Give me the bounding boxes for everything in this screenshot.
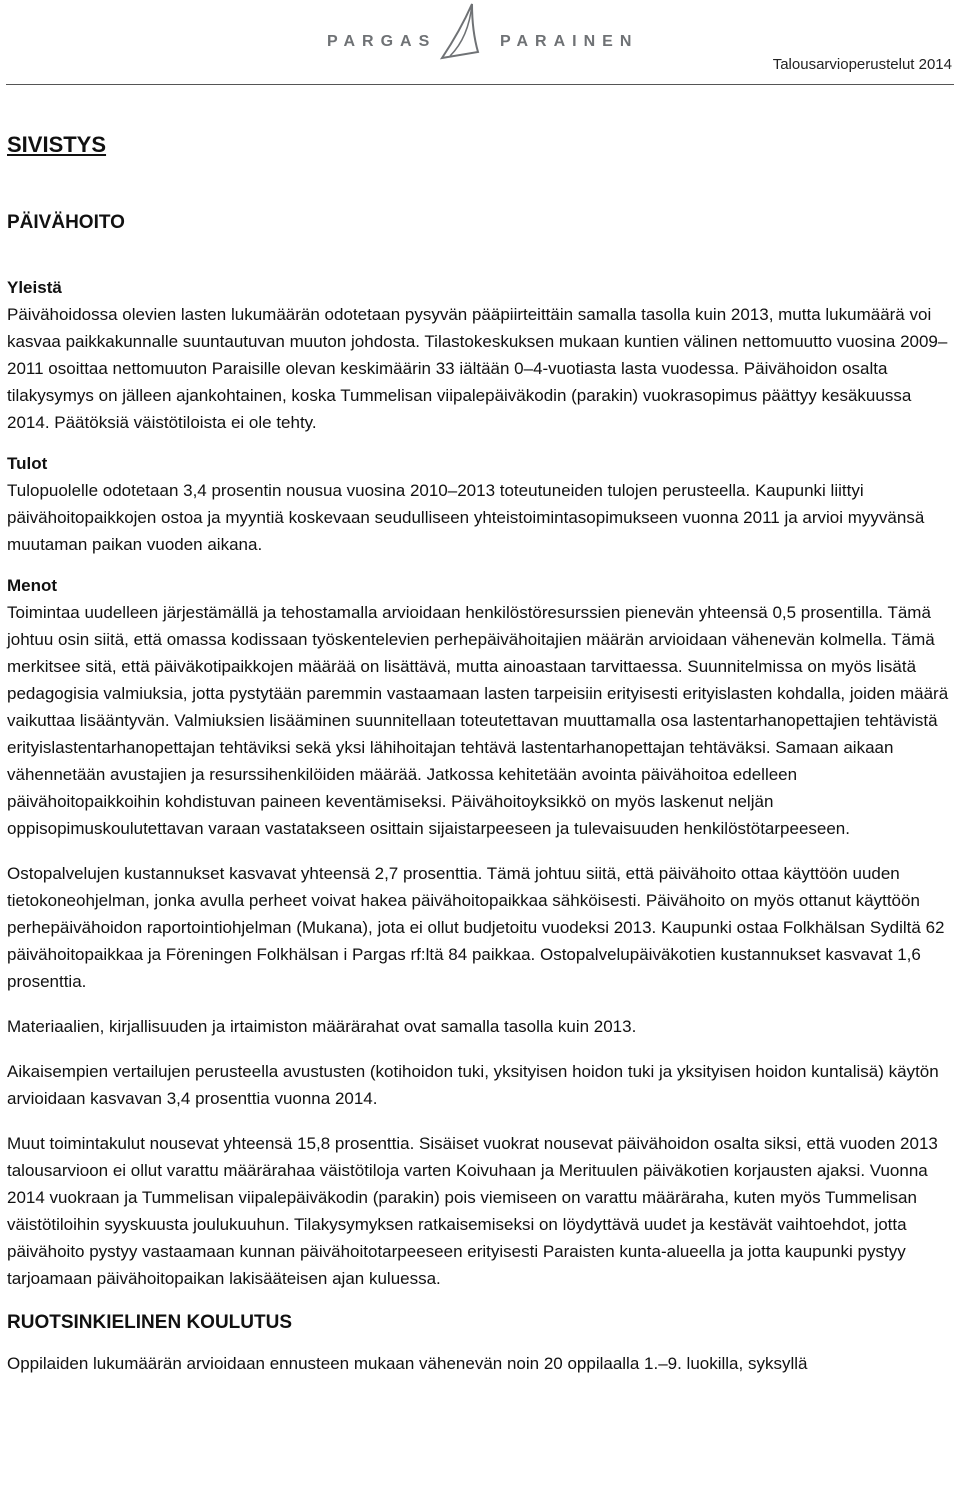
sail-logo-icon (434, 2, 490, 62)
expenses-paragraph: Toimintaa uudelleen järjestämällä ja tehostamalla arvioidaan henkilöstöresurssien pienevän yhteensä 0,5 prosentilla. Tämä johtuu osin siitä, että omassa kodissaan työskentelevien perhepäivähoitajien määrän arvioidaan vähenevän kolmella. Tämä merkitsee sitä, että päiväkotipaikkojen määrää on lisättävä, mutta ainoastaan tarvittaessa. Suunnitelmissa on myös lisätä pedagogisia valmiuksia, jotta pystytään paremmin vastaamaan lasten tarpeisiin erityisesti erityislasten kohdalla, joiden määrä vaikuttaa lisääntyvän. Valmiuksien lisääminen suunnitellaan toteutettavan muuttamalla osa lastentarhanopettajien tehtävistä erityislastentarhanopettajan tehtäviksi sekä yksi lähihoitajan tehtävä lastentarhanopettajan tehtäväksi. Samaan aikaan vähennetään avustajien ja resurssihenkilöiden määrää. Jatkossa kehitetään avointa päivähoitoa edelleen päivähoitopaikkoihin kohdistuvan paineen keventämiseksi. Päivähoitoyksikkö on myös laskenut neljän oppisopimuskoulutettavan varaan vastatakseen osittain sijaistarpeeseen ja tulevaisuuden henkilöstötarpeeseen. (7, 603, 949, 838)
general-paragraph: Päivähoidossa olevien lasten lukumäärän odotetaan pysyvän pääpiirteittäin samalla tasolla kuin 2013, mutta lukumäärä voi kasvaa paikkakunnalle suuntautuvan muuton johdosta. Tilastokeskuksen mukaan kuntien välinen nettomuutto vuosina 2009–2011 osoittaa nettomuuton Paraisille olevan keskimäärin 33 iältään 0–4-vuotiasta lasta vuodessa. Päivähoidon osalta tilakysymys on jälleen ajankohtainen, koska Tummelisan viipalepäiväkodin (parakin) vuokrasopimus päättyy kesäkuussa 2014. Päätöksiä väistötiloista ei ole tehty. (7, 305, 948, 432)
logo-text-left: PARGAS (327, 33, 437, 50)
main-title: SIVISTYS (7, 132, 107, 157)
swedish-education-paragraph: Oppilaiden lukumäärän arvioidaan ennusteen mukaan vähenevän noin 20 oppilaalla 1.–9. luokilla, syksyllä (7, 1354, 808, 1373)
page-header (0, 0, 960, 95)
swedish-education-title: RUOTSINKIELINEN KOULUTUS (7, 1312, 292, 1333)
income-paragraph: Tulopuolelle odotetaan 3,4 prosentin nousua vuosina 2010–2013 toteutuneiden tulojen perusteella. Kaupunki liittyi päivähoitopaikkojen ostoa ja myyntiä koskevaan seudulliseen yhteistoimintasopimukseen vuonna 2011 ja arvioi myyvänsä muutaman paikan vuoden aikana. (7, 481, 925, 554)
income-heading: Tulot (7, 454, 48, 473)
expenses-heading: Menot (7, 576, 58, 595)
materials-paragraph: Materiaalien, kirjallisuuden ja irtaimiston määrärahat ovat samalla tasolla kuin 2013. (7, 1017, 637, 1036)
daycare-title: PÄIVÄHOITO (7, 212, 125, 233)
other-costs-paragraph: Muut toimintakulut nousevat yhteensä 15,8 prosenttia. Sisäiset vuokrat nousevat päivähoidon osalta siksi, että vuoden 2013 talousarvioon ei ollut varattu määrärahaa väistötiloja varten Koivuhaan ja Merituulen päiväkotien korjausten ajaksi. Vuonna 2014 vuokraan ja Tummelisan viipalepäiväkodin (parakin) pois viemiseen on varattu määräraha, kuten myös Tummelisan väistötiloihin syyskuusta joulukuuhun. Tilakysymyksen ratkaisemiseksi on löydyttävä uudet ja kestävät vaihtoehdot, jotta päivähoito pystyy vastaamaan kunnan päivähoitotarpeeseen erityisesti Paraisten kunta-alueella ja jotta kaupunki pystyy tarjoamaan päivähoitopaikan lakisääteisen ajan kuluessa. (7, 1134, 938, 1288)
document-title: Talousarvioperustelut 2014 (772, 56, 952, 73)
general-heading: Yleistä (7, 278, 62, 297)
purchased-services-paragraph: Ostopalvelujen kustannukset kasvavat yhteensä 2,7 prosenttia. Tämä johtuu siitä, että päivähoito ottaa käyttöön uuden tietokoneohjelman, jonka avulla perheet voivat hakea päivähoitopaikkaa sähköisesti. Päivähoito on myös ottanut käyttöön perhepäivähoidon raportointiohjelman (Mukana), jota ei ollut budjetoitu vuodeksi 2013. Kaupunki ostaa Folkhälsan Sydiltä 62 päivähoitopaikkaa ja Föreningen Folkhälsan i Pargas rf:ltä 84 paikkaa. Ostopalvelupäiväkotien kustannukset kasvavat 1,6 prosenttia. (7, 864, 945, 991)
logo-text-right: PARAINEN (500, 33, 639, 50)
subsidies-paragraph: Aikaisempien vertailujen perusteella avustusten (kotihoidon tuki, yksityisen hoidon tuki ja yksityisen hoidon kuntalisä) käytön arvioidaan kasvavan 3,4 prosenttia vuonna 2014. (7, 1062, 939, 1108)
document-body (7, 130, 952, 1377)
header-divider (6, 84, 954, 85)
